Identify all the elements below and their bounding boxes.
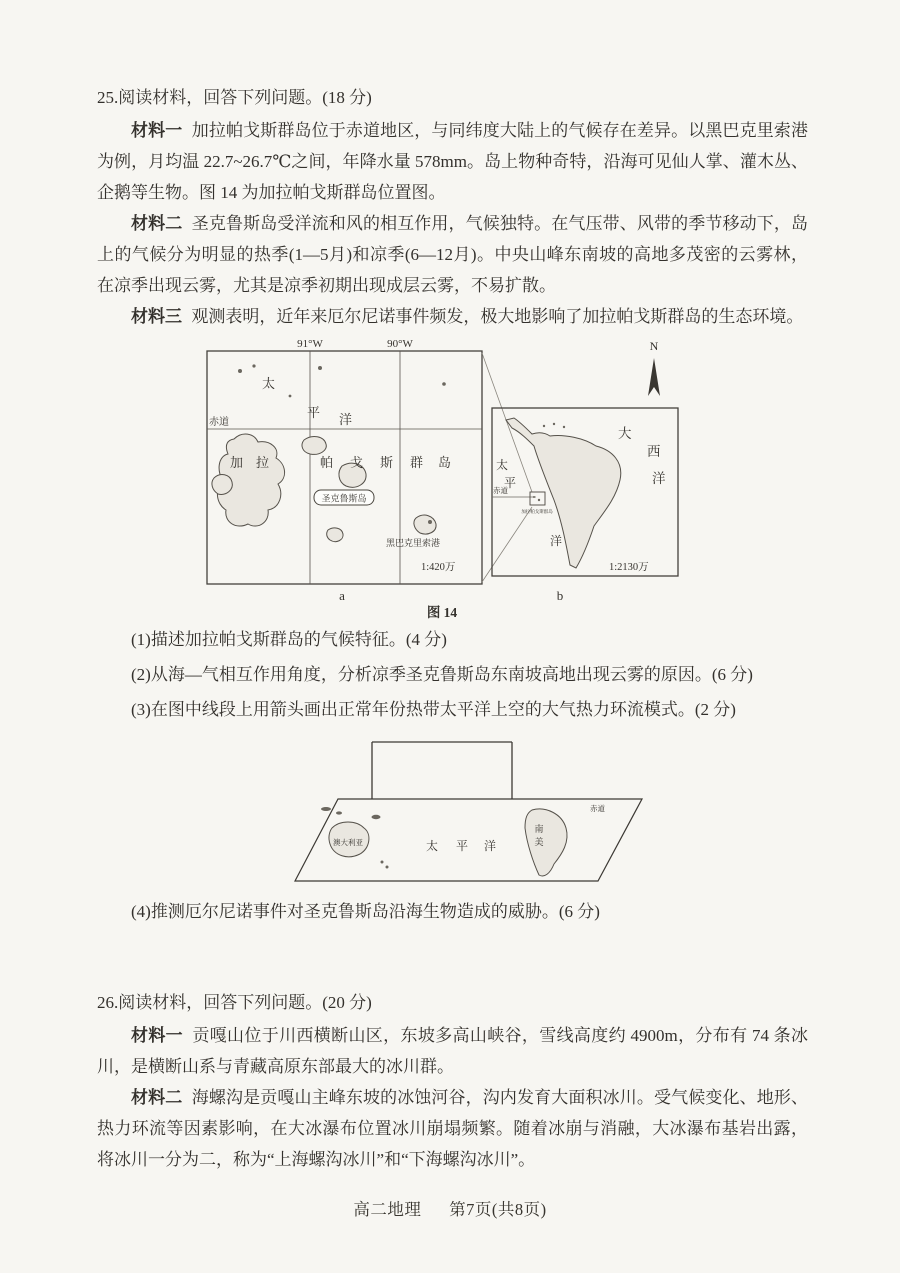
atlantic-label-char: 西 — [647, 444, 661, 459]
material-text: 海螺沟是贡嘎山主峰东坡的冰蚀河谷，沟内发育大面积冰川。受气候变化、地形、热力环流等因素影响，在大冰瀑布位置冰川崩塌频繁。随着冰崩与消融，大冰瀑布基岩出露，将冰川一分为二，称为“上海螺沟冰川”和“下海螺沟冰川”。 — [97, 1088, 809, 1169]
santa-cruz-label: 圣克鲁斯岛 — [321, 493, 367, 504]
material-label: 材料一 — [131, 1026, 184, 1045]
port-label: 黑巴克里索港 — [386, 538, 441, 548]
map-b-scale: 1:2130万 — [609, 562, 649, 573]
atlantic-label-char: 洋 — [652, 471, 666, 486]
equator-label: 赤道 — [590, 804, 605, 813]
archipelago-label-char: 拉 — [256, 455, 270, 470]
islet — [318, 366, 322, 370]
islet — [336, 811, 342, 814]
new-guinea-islet — [372, 815, 381, 819]
archipelago-label-char: 帕 — [320, 455, 334, 470]
map-b-letter: b — [556, 588, 564, 603]
material-label: 材料二 — [131, 214, 183, 233]
material-paragraph — [97, 1082, 808, 1175]
circulation-figure — [280, 728, 700, 892]
map-b — [492, 339, 678, 603]
footer-page-number: 第7页(共8页) — [449, 1200, 547, 1219]
caribbean-islet — [543, 425, 545, 427]
inset-islet — [538, 499, 540, 501]
island-santiago — [302, 437, 326, 455]
ocean-label-char: 平 — [307, 405, 321, 420]
compass-north-label: N — [649, 339, 659, 353]
inset-islet — [533, 496, 535, 498]
atlantic-label-char: 大 — [618, 426, 632, 441]
material-paragraph — [97, 115, 808, 208]
pacific-label-char: 平 — [456, 839, 469, 853]
archipelago-label-char: 群 — [410, 455, 424, 470]
islet — [321, 807, 331, 811]
material-text: 观测表明，近年来厄尔尼诺事件频发，极大地影响了加拉帕戈斯群岛的生态环境。 — [191, 307, 804, 326]
pacific-label-char: 太 — [496, 458, 509, 472]
material-text: 加拉帕戈斯群岛位于赤道地区，与同纬度大陆上的气候存在差异。以黑巴克里索港为例，月均温 22.7~26.7℃之间，年降水量 578mm。岛上物种奇特，沿海可见仙人掌、灌木丛、企鹅等生物。图 14 为加拉帕戈斯群岛位置图。 — [97, 121, 809, 202]
south-america-label-char: 南 — [534, 824, 544, 834]
islet — [289, 395, 292, 398]
australia-label: 澳大利亚 — [333, 838, 363, 847]
material-paragraph — [97, 301, 808, 332]
pacific-label-char: 洋 — [484, 839, 497, 853]
pacific-label-char: 洋 — [550, 534, 563, 548]
question-26-heading: 26.阅读材料，回答下列问题。(20 分) — [97, 993, 372, 1012]
archipelago-label-char: 戈 — [350, 455, 364, 470]
south-america-label-char: 美 — [534, 837, 544, 847]
islet — [442, 382, 446, 386]
caribbean-islet — [553, 423, 555, 425]
south-america-outline — [506, 418, 621, 568]
south-america-outline — [525, 809, 567, 876]
pacific-label-char: 平 — [504, 476, 517, 490]
question-25-item-3: (3)在图中线段上用箭头画出正常年份热带太平洋上空的大气热力环流模式。(2 分) — [131, 700, 736, 719]
question-25-item-1: (1)描述加拉帕戈斯群岛的气候特征。(4 分) — [131, 630, 447, 649]
islet — [386, 866, 389, 869]
longitude-label: 90°W — [387, 338, 413, 350]
material-label: 材料一 — [131, 121, 183, 140]
material-label: 材料二 — [131, 1088, 183, 1107]
archipelago-label-char: 岛 — [438, 455, 452, 470]
equator-label-b: 赤道 — [493, 486, 508, 495]
question-25-item-4: (4)推测厄尔尼诺事件对圣克鲁斯岛沿海生物造成的威胁。(6 分) — [131, 902, 600, 921]
map-a-letter: a — [339, 588, 345, 603]
material-paragraph — [97, 1020, 808, 1082]
inset-label: 加拉帕戈斯群岛 — [521, 509, 553, 514]
islet — [238, 369, 242, 373]
material-label: 材料三 — [131, 307, 182, 326]
longitude-label: 91°W — [297, 338, 323, 350]
archipelago-label-char: 斯 — [380, 455, 394, 470]
question-25-heading: 25.阅读材料，回答下列问题。(18 分) — [97, 88, 372, 107]
circulation-line-segments — [372, 742, 512, 799]
archipelago-label-char: 加 — [230, 455, 244, 470]
material-text: 贡嘎山位于川西横断山区，东坡多高山峡谷，雪线高度约 4900m，分布有 74 条冰川，是横断山系与青藏高原东部最大的冰川群。 — [97, 1026, 808, 1076]
caribbean-islet — [563, 426, 565, 428]
zoom-line — [482, 507, 532, 582]
map-a-scale: 1:420万 — [421, 562, 456, 573]
question-25-item-2: (2)从海—气相互作用角度，分析凉季圣克鲁斯岛东南坡高地出现云雾的原因。(6 分) — [131, 665, 753, 684]
islet — [381, 861, 384, 864]
island-floreana — [327, 528, 343, 542]
ocean-label-char: 洋 — [339, 412, 353, 427]
material-text: 圣克鲁斯岛受洋流和风的相互作用，气候独特。在气压带、风带的季节移动下，岛上的气候分为明显的热季(1—5月)和凉季(6—12月)。中央山峰东南坡的高地多茂密的云雾林，在凉季出现云雾，尤其是凉季初期出现成层云雾，不易扩散。 — [97, 214, 809, 295]
figure-14 — [192, 336, 712, 620]
footer-course-label: 高二地理 — [353, 1200, 422, 1219]
pacific-label-char: 太 — [426, 839, 439, 853]
map-a — [207, 338, 482, 603]
equator-label: 赤道 — [209, 417, 229, 428]
compass-needle-icon — [648, 358, 660, 396]
port-marker — [428, 520, 432, 524]
island-fernandina — [212, 475, 232, 495]
material-paragraph — [97, 208, 808, 301]
page-footer — [0, 1196, 900, 1220]
island-san-cristobal — [414, 515, 436, 534]
galapagos-inset-box — [530, 492, 545, 505]
figure-14-caption: 图 14 — [426, 605, 458, 620]
ocean-label-char: 太 — [262, 376, 276, 391]
islet — [252, 364, 255, 367]
